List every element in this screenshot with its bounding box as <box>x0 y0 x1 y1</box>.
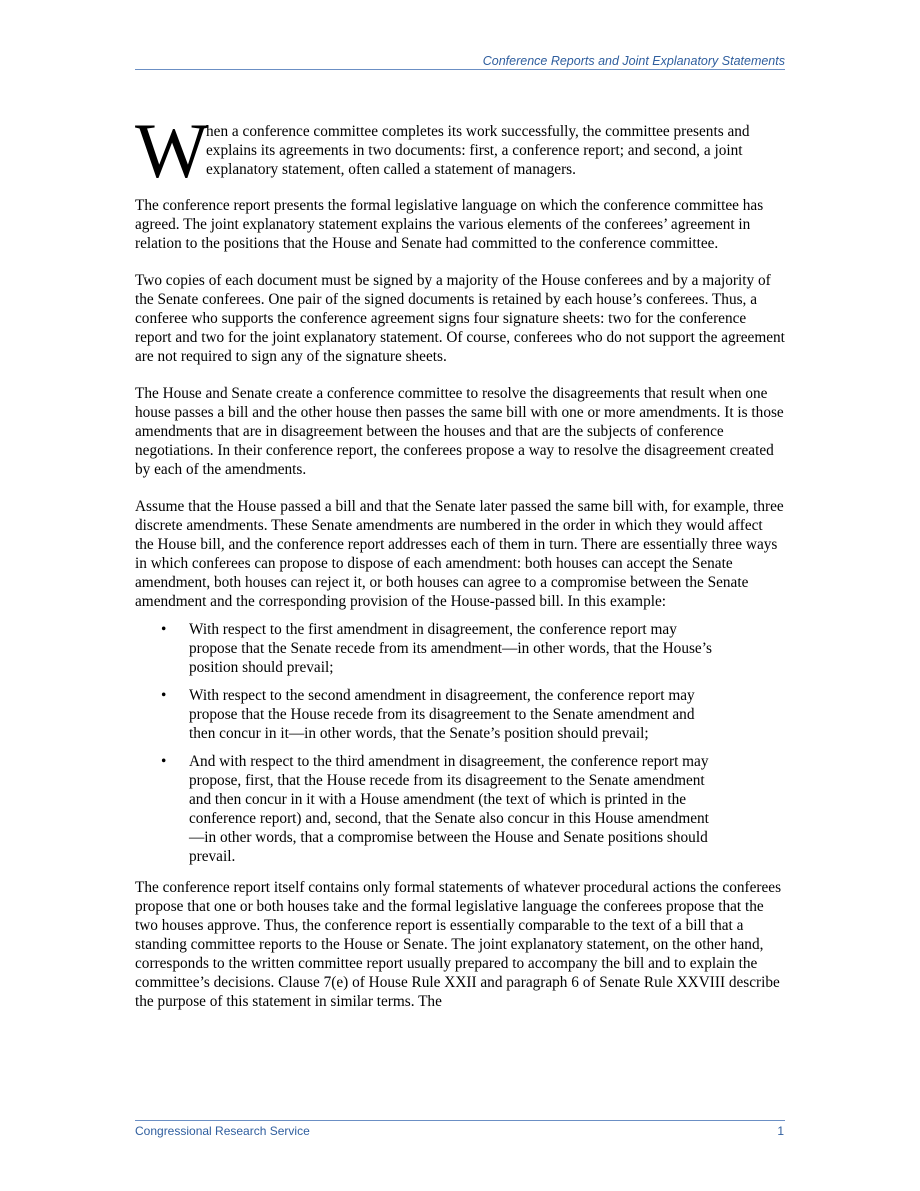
footer-source: Congressional Research Service <box>135 1124 310 1138</box>
bullet-marker: • <box>161 621 167 638</box>
bullet-item <box>135 686 723 743</box>
closing-paragraph: The conference report itself contains only formal statements of whatever procedural actions the conferees propose that one or both houses take and the formal legislative language the conferees propose that the two houses approve. Thus, the conference report is essentially comparable to the text of a bill that a standing committee reports to the House or Senate. The joint explanatory statement, on the other hand, corresponds to the written committee report usually prepared to accompany the bill and to explain the committee’s decisions. Clause 7(e) of House Rule XXII and paragraph 6 of Senate Rule XXVIII describe the purpose of this statement in similar terms. The <box>135 879 782 1010</box>
running-header-title: Conference Reports and Joint Explanatory Statements <box>482 54 785 68</box>
body-paragraph: The House and Senate create a conference committee to resolve the disagreements that result when one house passes a bill and the other house then passes the same bill with one or more amendments. It is those amendments that are in disagreement between the houses and that are the subjects of conference negotiations. In their conference report, the conferees propose a way to resolve the disagreement created by each of the amendments. <box>135 385 784 478</box>
page-number: 1 <box>777 1124 784 1138</box>
footer-divider <box>135 1120 785 1121</box>
intro-paragraph <box>135 107 785 194</box>
body-paragraph: The conference report presents the formal legislative language on which the conference committee has agreed. The joint explanatory statement explains the various elements of the conferees’ agreement in relation to the positions that the House and Senate had committed to the conference committee. <box>135 197 764 252</box>
body-paragraph: Two copies of each document must be signed by a majority of the House conferees and by a majority of the Senate conferees. One pair of the signed documents is retained by each house’s conferees. Thus, a conferee who supports the conference agreement signs four signature sheets: two for the conference report and two for the joint explanatory statement. Of course, conferees who do not support the agreement are not required to sign any of the signature sheets. <box>135 272 785 365</box>
bullet-text: And with respect to the third amendment in disagreement, the conference report may propose, first, that the House recede from its disagreement to the Senate amendment and then concur in it with a House amendment (the text of which is printed in the conference report) and, second, that the Senate also concur in this House amendment—in other words, that a compromise between the House and Senate positions should prevail. <box>189 753 709 865</box>
bullet-list <box>135 620 785 866</box>
body-paragraph: Assume that the House passed a bill and that the Senate later passed the same bill with, for example, three discrete amendments. These Senate amendments are numbered in the order in which they would affect the House bill, and the conference report addresses each of them in turn. There are essentially three ways in which conferees can propose to dispose of each amendment: both houses can accept the Senate amendment, both houses can reject it, or both houses can agree to a compromise between the Senate amendment and the corresponding provision of the House-passed bill. In this example: <box>135 498 784 610</box>
header-divider <box>135 69 785 70</box>
bullet-marker: • <box>161 753 167 770</box>
intro-text: hen a conference committee completes its work successfully, the committee presents and explains its agreements in two documents: first, a conference report; and second, a joint explanatory statement, often called a statement of managers. <box>206 123 750 178</box>
bullet-text: With respect to the first amendment in disagreement, the conference report may propose that the Senate recede from its amendment—in other words, that the House’s position should prevail; <box>189 621 712 676</box>
bullet-marker: • <box>161 687 167 704</box>
bullet-item <box>135 752 723 866</box>
bullet-text: With respect to the second amendment in disagreement, the conference report may propose that the House recede from its disagreement to the Senate amendment and then concur in it—in other words, that the Senate’s position should prevail; <box>189 687 695 742</box>
drop-cap: W <box>135 107 209 194</box>
bullet-item <box>135 620 723 677</box>
document-body <box>135 107 785 1029</box>
